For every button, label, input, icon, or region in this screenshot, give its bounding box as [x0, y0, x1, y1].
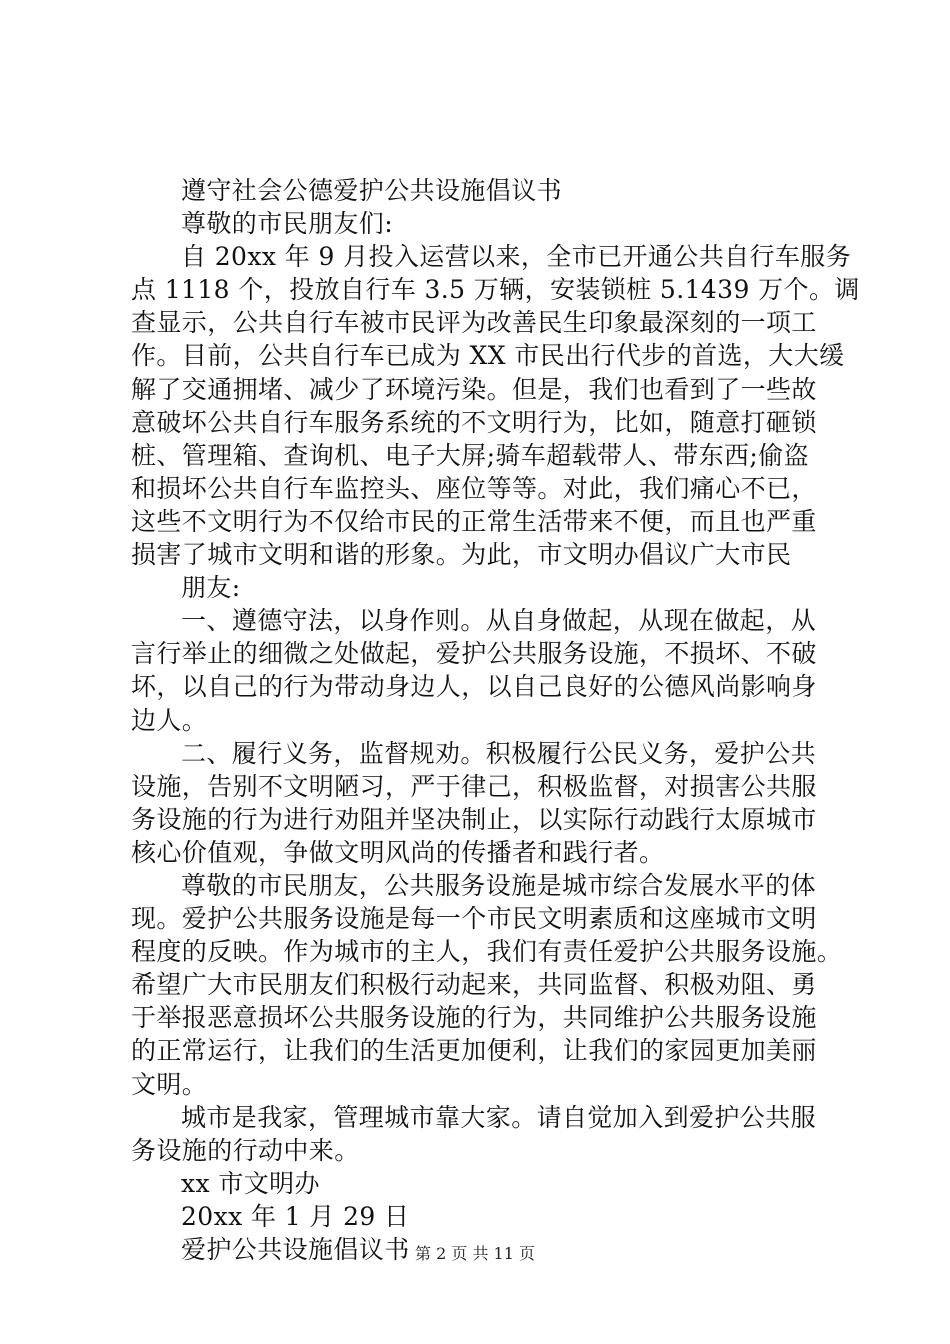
text-line: 尊敬的市民朋友们:: [181, 209, 394, 239]
text-line: 点 1118 个，投放自行车 3.5 万辆，安装锁桩 5.1439 万个。调: [131, 275, 860, 305]
text-line: 城市是我家，管理城市靠大家。请自觉加入到爱护公共服: [181, 1102, 817, 1132]
document-body: [131, 174, 860, 1266]
text-line: 这些不文明行为不仅给市民的正常生活带来不便，而且也严重: [131, 506, 817, 536]
text-line: 务设施的行为进行劝阻并坚决制止，以实际行动践行太原城市: [131, 804, 817, 834]
text-line: 尊敬的市民朋友，公共服务设施是城市综合发展水平的体: [181, 870, 817, 900]
text-line: 言行举止的细微之处做起，爱护公共服务设施，不损坏、不破: [131, 639, 817, 669]
page-footer: 第 2 页 共 11 页: [415, 1244, 535, 1263]
text-line: 文明。: [131, 1069, 208, 1099]
text-line: 爱护公共设施倡议书: [181, 1235, 410, 1264]
text-line: 意破坏公共自行车服务系统的不文明行为，比如，随意打砸锁: [131, 407, 817, 437]
text-line: 二、履行义务，监督规劝。积极履行公民义务，爱护公共: [181, 738, 817, 768]
text-line: 希望广大市民朋友们积极行动起来，共同监督、积极劝阻、勇: [131, 970, 817, 1000]
text-line: 设施，告别不文明陋习，严于律己，积极监督，对损害公共服: [131, 771, 817, 801]
text-line: 和损坏公共自行车监控头、座位等等。对此，我们痛心不已，: [131, 473, 817, 503]
text-line: 查显示，公共自行车被市民评为改善民生印象最深刻的一项工: [131, 308, 817, 338]
text-line: 于举报恶意损坏公共服务设施的行为，共同维护公共服务设施: [131, 1003, 817, 1033]
text-line: 核心价值观，争做文明风尚的传播者和践行者。: [131, 837, 665, 867]
text-line: 的正常运行，让我们的生活更加便利，让我们的家园更加美丽: [131, 1036, 817, 1066]
text-line: 朋友:: [181, 573, 241, 603]
text-line: 自 20xx 年 9 月投入运营以来，全市已开通公共自行车服务: [181, 242, 852, 272]
text-line: xx 市文明办: [181, 1168, 320, 1198]
text-line: 解了交通拥堵、减少了环境污染。但是，我们也看到了一些故: [131, 374, 817, 404]
text-line: 边人。: [131, 705, 208, 735]
text-line: 遵守社会公德爱护公共设施倡议书: [181, 176, 563, 205]
text-line: 务设施的行动中来。: [131, 1135, 360, 1165]
text-line: 作。目前，公共自行车已成为 XX 市民出行代步的首选，大大缓: [131, 341, 845, 371]
text-line: 桩、管理箱、查询机、电子大屏;骑车超载带人、带东西;偷盗: [131, 440, 810, 470]
text-line: 一、遵德守法，以身作则。从自身做起，从现在做起，从: [181, 606, 817, 636]
text-line: 现。爱护公共服务设施是每一个市民文明素质和这座城市文明: [131, 904, 817, 934]
text-line: 坏，以自己的行为带动身边人，以自己良好的公德风尚影响身: [131, 672, 817, 702]
text-line: 损害了城市文明和谐的形象。为此，市文明办倡议广大市民: [131, 540, 792, 570]
text-line: 20xx 年 1 月 29 日: [181, 1201, 410, 1231]
text-line: 程度的反映。作为城市的主人，我们有责任爱护公共服务设施。: [131, 937, 843, 967]
